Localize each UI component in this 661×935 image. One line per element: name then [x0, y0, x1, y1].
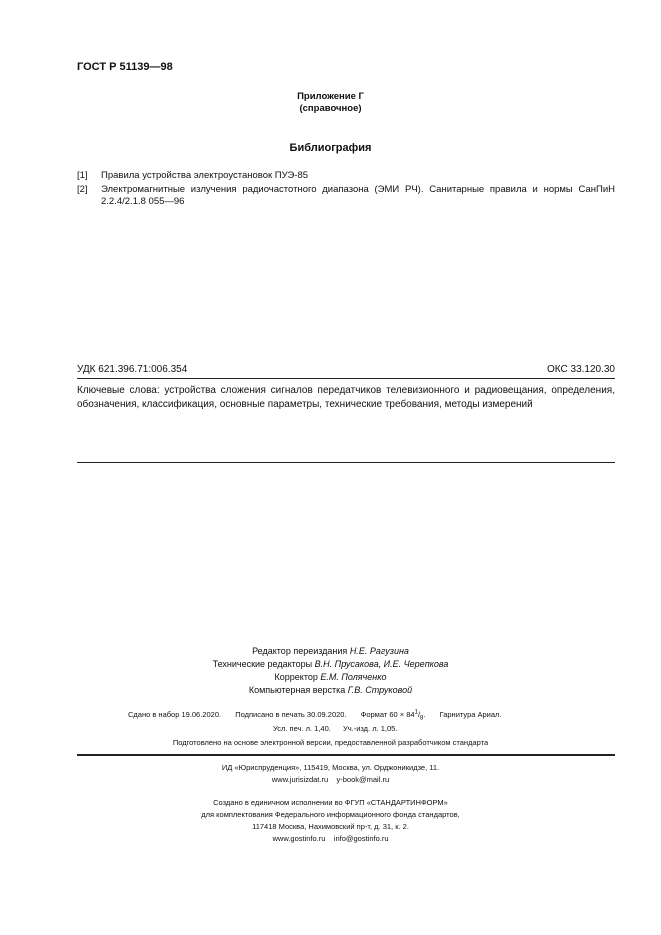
credit-editor-name: Н.Е. Рагузина: [349, 646, 409, 656]
credit-tech-names: В.Н. Прусакова, И.Е. Черепкова: [314, 659, 449, 669]
print-prepared-note: Подготовлено на основе электронной версии, предоставленной разработчиком стандарта: [172, 738, 489, 747]
credit-proof-label: Корректор: [274, 672, 318, 682]
credit-proofreader: [0, 671, 661, 685]
bibliography-item-number: [1]: [77, 170, 88, 181]
bibliography-item: [77, 170, 615, 182]
print-format-den: 8: [420, 715, 424, 721]
udk-code: УДК 621.396.71:006.354: [77, 364, 188, 375]
print-sheets: Усл. печ. л. 1,40.: [273, 724, 331, 733]
credit-editor-label: Редактор переиздания: [252, 646, 348, 656]
oks-code: ОКС 33.120.30: [547, 364, 615, 375]
appendix-subtitle: (справочное): [299, 103, 362, 114]
producer-contacts: [0, 833, 661, 845]
keywords: Ключевые слова: устройства сложения сигналов передатчиков телевизионного и радиовещания, определения, обозначения, классификация, основные параметры, технические требования, методы измерений: [77, 385, 615, 410]
bibliography-item-text: Правила устройства электроустановок ПУЭ-85: [101, 170, 309, 181]
credit-layout-name: Г.В. Струковой: [347, 685, 413, 695]
divider-top: [77, 378, 615, 379]
print-sheets-line: [273, 724, 407, 733]
credit-layout: [0, 684, 661, 698]
print-info-line: [128, 709, 514, 721]
appendix-title: Приложение Г: [297, 91, 364, 102]
bibliography-item: [77, 184, 615, 208]
producer-email-link[interactable]: info@gostinfo.ru: [333, 834, 389, 843]
print-typeface: Гарнитура Ариал.: [439, 709, 502, 719]
credit-layout-label: Компьютерная верстка: [248, 685, 346, 695]
credit-proof-name: Е.М. Поляченко: [320, 672, 387, 682]
producer-site-link[interactable]: www.gostinfo.ru: [272, 834, 326, 843]
credit-tech-label: Технические редакторы: [212, 659, 313, 669]
bibliography-item-text: Электромагнитные излучения радиочастотного диапазона (ЭМИ РЧ). Санитарные правила и нормы СанПиН 2.2.4/2.1.8 055—96: [101, 184, 615, 207]
bibliography-title: Библиография: [289, 142, 372, 154]
print-format-prefix: Формат 60 × 84: [360, 709, 415, 719]
producer-line-2: для комплектования Федерального информационного фонда стандартов,: [201, 810, 460, 819]
print-signed: Подписано в печать 30.09.2020.: [235, 709, 347, 719]
divider-bottom: [77, 754, 615, 756]
publisher-contacts: [0, 774, 661, 786]
print-format: Формат $60 \times 84^1/_8$.: [360, 709, 426, 721]
producer-line-3: 117418 Москва, Нахимовский пр-т, д. 31, к. 2.: [252, 822, 409, 831]
publisher-email-link[interactable]: y-book@mail.ru: [336, 775, 390, 784]
credit-editor: [0, 645, 661, 659]
document-code: ГОСТ Р 51139—98: [77, 61, 173, 73]
publisher-address: ИД «Юриспруденция», 115419, Москва, ул. Орджоникидзе, 11.: [221, 763, 440, 772]
bibliography-item-number: [2]: [77, 184, 88, 195]
producer-line-1: Создано в единичном исполнении во ФГУП «СТАНДАРТИНФОРМ»: [213, 798, 448, 807]
print-edition-sheets: Уч.-изд. л. 1,05.: [342, 724, 398, 733]
print-format-num: 1: [414, 709, 418, 715]
publisher-site-link[interactable]: www.jurisizdat.ru: [271, 775, 329, 784]
divider-keywords: [77, 462, 615, 463]
print-sent: Сдано в набор 19.06.2020.: [128, 709, 222, 719]
credit-tech-editors: [0, 658, 661, 672]
